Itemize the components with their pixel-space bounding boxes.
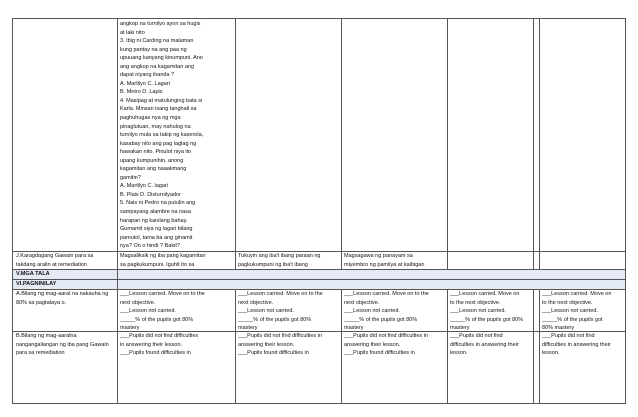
- col-rule-5: [533, 19, 534, 269]
- row-b-label: B.Bilang ng mag-aaralna nangangailangan ng iba pang Gawain para sa remediation: [16, 333, 109, 357]
- row-a-col3: ___Lesson carried. Move on to the next objective. ___Lesson not carried. _____% of the pupils got 80% mastery: [344, 291, 429, 331]
- row-j-col1: Magsaliksik ng iba pang kagamitan sa pagkukumpuni. Iguhit ito sa: [120, 253, 206, 268]
- section-vi-heading: VI.PAGNINILAY: [16, 281, 57, 287]
- row-j-col2: Tukuyin ang iba't ibang paraan ng pagkukumpuni ng iba't ibang: [238, 253, 321, 268]
- col-rule-5c: [539, 19, 540, 269]
- row-b-col2: ___Pupils did not find difficulties in answering their lesson. ___Pupils found difficulties in: [238, 333, 322, 357]
- row-a-col4: ___Lesson carried. Move on to the next objective. ___Lesson not carried. _____% of the pupils got 80% mastery: [450, 291, 524, 331]
- lesson-plan-table: [12, 18, 626, 404]
- section-v-heading: V.MGA TALA: [16, 271, 50, 277]
- row-a-label: A.Bilang ng mag-aaral na nakauha ng 80% sa pagtataya o.: [16, 291, 109, 306]
- row-b-col4: ___Pupils did not find difficulties in answering their lesson.: [450, 333, 519, 357]
- quiz-items-cell: angkop na turnilyo ayon sa hugis at laki nito 3. Ibig ni Carding na malaman kung pantay na ang paa ng upuuang kanyang kinumpuni. Ano ang angkop na kagamitan ang dapat niyang ihanda ? A. Martilyo C. Lagari B. Metro D. Lapis 4. Masipag at matulunging bata si Karla. Minsan isang tanghali sa paghuhugas nya ng mga pinaglutuan, may nahulog na turnilyo mula sa takip ng kaserola, kasabay nito ang pag laglag ng hawakan nito. Pinulot niya ito upang kumpunihin, anong kagamitan ang naaakmang gamitin? A. Martilyo C. lagari B. Plais D. Disturnilyador 5. Nais ni Pedro na putulin ang sampayang alambre na nasa harapan ng kanilang bahay. Gumamit siya ng lagari bilang pamutol, tama ba ang ginamit nya? Oo o hindi ? Bakit?: [120, 21, 204, 250]
- row-a-col1: ___Lesson carried. Move on to the next objective. ___Lesson not carried. _____% of the pupils got 80% mastery: [120, 291, 205, 331]
- col-rule-5b: [533, 289, 534, 403]
- row-j-label: J.Karagdagang Gawain para sa takdang aralin at remediation: [16, 253, 94, 268]
- row-j-col3: Magsagawa ng panayam sa miyembro ng pamilya at kaibigan: [344, 253, 425, 268]
- col-rule-3: [341, 19, 342, 269]
- col-rule-2: [235, 19, 236, 269]
- row-b-col3: ___Pupils did not find difficulties in answering their lesson. ___Pupils found difficulties in: [344, 333, 428, 357]
- row-a-col5: ___Lesson carried. Move on to the next objective. ___Lesson not carried. _____% of the pupils got 80% mastery: [542, 291, 612, 331]
- row-b-col5: ___Pupils did not find difficulties in answering their lesson.: [542, 333, 611, 357]
- row-a-col2: ___Lesson carried. Move on to the next objective. ___Lesson not carried. _____% of the pupils got 80% mastery: [238, 291, 323, 331]
- col-rule-4: [447, 19, 448, 269]
- row-b-col1: ___Pupils did not find difficulties in answering their lesson. ___Pupils found difficulties in: [120, 333, 199, 357]
